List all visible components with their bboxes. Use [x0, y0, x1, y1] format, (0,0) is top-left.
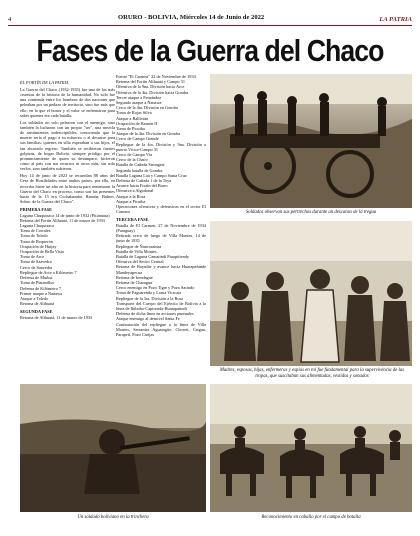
list-item: Defensa de Muñoz — [20, 275, 53, 281]
list-item: Repliegue de la 3ra. División a la Rosa — [116, 295, 184, 301]
list-item: Ataque enemigo al desnivel Santa Fe — [116, 316, 180, 322]
list-item: Segunda batalla de Gondra — [116, 167, 163, 173]
fase1-list — [20, 213, 115, 307]
list-item: Retoma de Alihuatá — [20, 301, 55, 307]
intro-paragraph: Hoy 14 de junio de 2023 se recuerdan 88 años del Cese de Hostilidades entre ambos países, por ello, en recordar hacer un alto en la historia para rememorar la Guerra del Chaco en proceso, como son las presentes hasta de la 13 era Cochabamba. Ramón, Bulnes. Sobre, de la Guerra del Chaco". — [20, 173, 115, 205]
list-item: Toma de Corrales — [20, 228, 51, 234]
list-item: Segundo ataque a Nanawa — [116, 100, 162, 106]
intro-paragraph: La Guerra del Chaco (1932-1935) fue una de las más cruentas de la historia de la humanidad. No solo fue una contienda entre los hombres de dos naciones que peleaban por un pedazo de territorio, sino fue más que ello; en la que el honor y el valor se enfrentaron para saber quienes era cada batalla. — [20, 86, 115, 118]
list-item: Defensa de Kilómetro 7 — [20, 285, 62, 291]
list-item: Toma de Platanillos — [20, 280, 55, 286]
list-item: Batalla de Laguna Camatindi Parapitiendy — [116, 253, 190, 259]
list-item: Toma de Arce — [20, 254, 45, 260]
list-item: Ataque a Toledo — [20, 295, 49, 301]
section-title-fase1: PRIMERA FASE — [20, 207, 53, 213]
list-item: Ocupación de Huijay — [20, 243, 57, 249]
list-item: Laguna Chuquisaca — [20, 223, 55, 229]
caption-photo2: Madres, esposas, hijas, enfermeras y espías en rol fue fundamental para la supervivencia de las tropas, que suscitaban sus alimentadas, vestidos y sonados — [219, 368, 405, 379]
list-item: Ataque a la Rosa — [116, 193, 146, 199]
masthead: LA PATRIA — [379, 15, 412, 23]
photo-soldiers-rest — [210, 74, 412, 208]
list-item: Cerco de la Chaco — [116, 157, 148, 163]
list-item: Toma de Boquerón — [20, 238, 53, 244]
intro-column — [20, 80, 115, 320]
list-item: Ataque a Ballivián — [116, 115, 149, 121]
list-item: Retoma del Fortín Alihuatá y Campo 31 — [116, 79, 185, 85]
list-item: Retoma de Charagua — [116, 279, 153, 285]
caption-photo4: Reconocimiento en caballo por el campo de batalla — [261, 515, 361, 520]
list-item: Defensa de dicha línea en acciones puntuales — [116, 311, 194, 317]
list-item: Retoma de Irendague — [116, 274, 153, 280]
photo-trench-soldier — [20, 384, 206, 512]
list-item: Defensa de Cañada 1 de la Toya — [116, 178, 172, 184]
list-item: Repliegue de Arce a Kilómetro 7 — [20, 269, 77, 275]
list-item: Transporte del Cuerpo del Ejército de Bolivia a la línea de Ibibobo-Capirenda-Huarapatindi — [116, 300, 206, 311]
list-item: Ocupación de Ramón II — [116, 120, 158, 126]
list-item: Primer ataque a Nanawa — [20, 290, 63, 296]
list-item: Operaciones ofensivas y defensivas en el sector El Carmen — [116, 204, 206, 215]
list-item: Avance hacia Fortín del Barro — [116, 183, 168, 189]
list-item: Batalla Laguna Loa y Campo Santa Cruz — [116, 172, 187, 178]
list-item: Ataque a Picuiba — [116, 198, 146, 204]
list-item: Cerco de Campo Vía — [116, 152, 153, 158]
fase2-list — [20, 315, 115, 320]
caption-photo1: Soldados observan sus pertrechos durante un descanso de la tregua — [245, 210, 377, 215]
page-header — [8, 14, 412, 24]
photo-women-support — [210, 221, 412, 366]
list-item: Laguna Chuquisaca 14 de junio de 1932 (Pitiantuta) — [20, 212, 110, 218]
intro-dateline: EL FORTÍN DE LA PATRIA — [20, 80, 69, 85]
list-item: Tercer ataque a Fernández — [116, 94, 162, 100]
list-item: Ofensiva de la 4ta. División hacia Gondra — [116, 89, 189, 95]
caption-photo3: Un soldado boliviano en la trinchera — [77, 515, 149, 520]
list-item: Retoma del Fortín Alihuatá, 11 de marzo de 1933 — [20, 217, 105, 223]
page-title: Fases de la Guerra del Chaco — [36, 33, 384, 68]
list-item: Cerco de Saavedra — [20, 264, 53, 270]
list-item: Retoma de Boyuibe y avance hacia Huarapañinde Mandeyapecua — [116, 264, 206, 275]
list-item: Batalla de Cañada Strongest — [116, 162, 165, 168]
list-item: Ofensiva del Sector Central — [116, 259, 164, 265]
list-item: Retoma de Alihuatá, 11 de marzo de 1933 — [20, 314, 93, 320]
list-item: Continuación del repliegue a la línea de Villa Montes, Serranías Aguaragüe, Choreti, Caigua, Parapetí, Pozo Carijas — [116, 321, 206, 337]
list-item: Batalla de Villa Montes — [116, 248, 157, 254]
photo-horse-recon — [210, 384, 412, 512]
page-number: 4 — [8, 15, 12, 23]
intro-paragraph: Los soldados no solo pelearon con el enemigo, sino también la lucharon con un propio "ser", una mezcla de sentimientos indescriptibles, conociendo que la muerte sería el pago a su esfuerzo o al desastre para sus familias; quienes en silla esperaban a sus hijos, el tan ahorrado regreso. También se recibieron fuertes golpizas, de hogar Bolivia, siempre pródigo por el pronunciamiento de quien su desamparo, hicieron como al país con sus recursos ni otros más, sin solo verlos, sino también sufrieron. — [20, 119, 115, 172]
list-item: Cerco de la 4ta. División en Gondra — [116, 105, 178, 111]
section-title-fase3: TERCERA FASE — [116, 217, 149, 223]
list-item: Repliegue de Ñancorainza — [116, 243, 162, 249]
list-item: Ofensiva a Algodonal — [116, 188, 154, 194]
list-item: Fuerte "El Carmen" 22 de Noviembre de 1934 — [116, 74, 196, 79]
list-item: Toma de Paguarenda y Loma Victoria — [116, 290, 182, 296]
list-item: Ofensiva de la 9na. División hacia Arce — [116, 84, 185, 90]
list-item: Toma de Toledo — [20, 233, 48, 239]
date-line: ORURO - BOLIVIA, Miércoles 14 de Junio de 2022 — [118, 14, 265, 21]
middle-column — [116, 74, 206, 337]
list-item: Batalla de El Carmen, 27 de Noviembre de 1934 (Paraguay) — [116, 222, 206, 233]
mid-list — [116, 74, 206, 214]
list-item: Toma de Saavedra — [20, 259, 52, 265]
list-item: Ataque de la 4ta. División en Gondra — [116, 131, 181, 137]
list-item: Toma de Rojas Silva — [116, 110, 152, 116]
header-rule — [8, 25, 412, 26]
list-item: Toma de Picuiba — [116, 126, 145, 132]
section-title-fase2: SEGUNDA FASE — [20, 309, 53, 315]
list-item: Retirada cerco de fuego de Villa Montes, 14 de junio de 1935 — [116, 233, 206, 244]
list-item: Repliegue de la 4ta. División y 9na. División a puerto Víctor-Campo 31 — [116, 141, 206, 152]
list-item: Ocupación de Bella Vista — [20, 249, 64, 255]
fase3-list — [116, 223, 206, 337]
list-item: Cerco de Campo Grande — [116, 136, 159, 142]
list-item: Cerco enemigo en Pozo Tigre y Pozo Sarindo — [116, 285, 195, 291]
